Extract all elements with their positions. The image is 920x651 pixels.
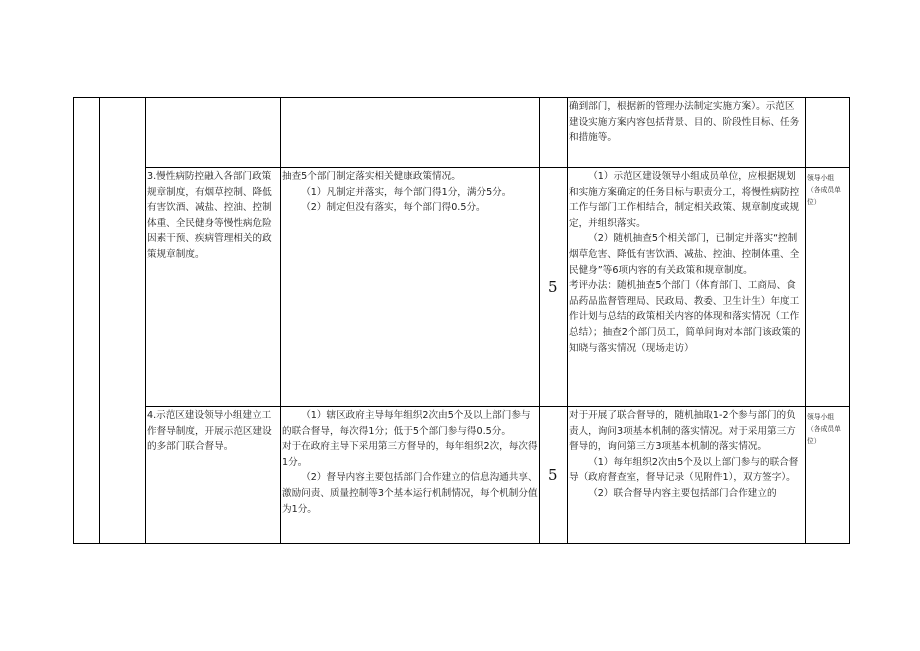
row3-method-line-2: 对于在政府主导下采用第三方督导的，每年组织2次，每次得1分。 bbox=[282, 441, 538, 468]
row2-responsible: 领导小组（各成员单位） bbox=[807, 174, 841, 206]
row1-standard-text: 确到部门，根据新的管理办法制定实施方案）。示范区建设实施方案内容包括背景、目的、阶段性目标、任务和措施等。 bbox=[569, 101, 800, 144]
table-top-border bbox=[73, 97, 850, 98]
col-border-3 bbox=[145, 97, 146, 544]
row3-method-line-3: （2）督导内容主要包括部门合作建立的信息沟通共享、激励问责、质量控制等3个基本运行机制情况，每个机制分值为1分。 bbox=[282, 472, 538, 515]
col-border-1 bbox=[73, 97, 74, 544]
row3-item-text: 4.示范区建设领导小组建立工作督导制度，开展示范区建设的多部门联合督导。 bbox=[147, 410, 272, 453]
row2-standard bbox=[569, 169, 803, 404]
col-border-5 bbox=[539, 97, 540, 544]
row3-standard bbox=[569, 408, 803, 542]
row3-standard-line-1: 对于开展了联合督导的，随机抽取1-2个参与部门的负责人，询问3项基本机制的落实情况。对于采用第三方督导的，询问第三方3项基本机制的落实情况。 bbox=[569, 410, 796, 453]
col-border-6 bbox=[567, 97, 568, 544]
row2-method-line-2: （1）凡制定并落实，每个部门得1分，满分5分。 bbox=[301, 186, 512, 198]
row2-score: 5 bbox=[548, 278, 558, 296]
row2-method-line-3: （2）制定但没有落实，每个部门得0.5分。 bbox=[301, 202, 486, 214]
col-border-8 bbox=[849, 97, 850, 544]
row2-item bbox=[147, 169, 279, 404]
row3-responsible: 领导小组（各成员单位） bbox=[807, 413, 841, 445]
row1-standard bbox=[569, 99, 803, 165]
row-divider-1 bbox=[145, 167, 850, 168]
row3-method bbox=[282, 408, 538, 542]
row2-standard-line-1: （1）示范区建设领导小组成员单位，应根据规划和实施方案确定的任务目标与职责分工，将慢性病防控工作与部门工作相结合，制定相关政策、规章制度或规定，并组织落实。 bbox=[569, 171, 800, 229]
row2-standard-line-3: 考评办法：随机抽查5个部门（体育部门、工商局、食品药品监督管理局、民政局、教委、卫生计生）年度工作计划与总结的政策相关内容的体现和落实情况（工作总结）；抽查2个部门员工，简单问询对本部门该政策的知晓与落实情况（现场走访） bbox=[569, 280, 801, 354]
row3-score: 5 bbox=[548, 466, 558, 484]
row2-method bbox=[282, 169, 538, 404]
col-border-7 bbox=[805, 97, 806, 544]
row2-standard-line-2: （2）随机抽查5个相关部门，已制定并落实“控制烟草危害、降低有害饮酒、减盐、控油、控制体重、全民健身”等6项内容的有关政策和规章制度。 bbox=[569, 233, 800, 276]
row3-method-line-1: （1）辖区政府主导每年组织2次由5个及以上部门参与的联合督导，每次得1分；低于5个部门参与得0.5分。 bbox=[282, 410, 531, 437]
row2-method-line-1: 抽查5个部门制定落实相关健康政策情况。 bbox=[282, 171, 461, 182]
row3-standard-line-2: （1）每年组织2次由5个及以上部门参与的联合督导（政府督查室，督导记录（见附件1），双方签字）。 bbox=[569, 456, 799, 484]
row3-item bbox=[147, 408, 279, 542]
row-divider-2 bbox=[145, 406, 850, 407]
row3-standard-line-3: （2）联合督导内容主要包括部门合作建立的 bbox=[588, 487, 777, 499]
table-bottom-border bbox=[73, 543, 850, 544]
col-border-2 bbox=[99, 97, 100, 544]
row2-item-text: 3.慢性病防控融入各部门政策规章制度，有烟草控制、降低有害饮酒、减盐、控油、控制体重、全民健身等慢性病危险因素干预、疾病管理相关的政策规章制度。 bbox=[147, 171, 272, 260]
col-border-4 bbox=[280, 97, 281, 544]
